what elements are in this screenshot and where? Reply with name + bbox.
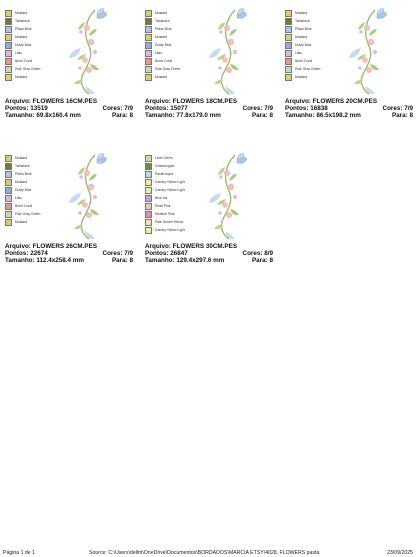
thread-name: Mustard (295, 11, 308, 16)
thread-swatch-row (145, 50, 207, 58)
color-swatch (5, 66, 12, 73)
colors-label: Cores: (242, 105, 263, 113)
thread-name: Pale Gray Green (15, 67, 41, 72)
thread-name: Tamarack (155, 19, 170, 24)
thread-color-list (5, 10, 67, 82)
color-swatch (285, 58, 292, 65)
thread-name: Tamarack (295, 19, 310, 24)
thread-name: Mustard (295, 35, 308, 40)
color-swatch (5, 203, 12, 210)
stops-label: Para: (251, 112, 268, 120)
color-swatch (5, 211, 12, 218)
file-name: FLOWERS 18CM.PES (172, 98, 238, 105)
thread-name: Canary Yellow Light (155, 188, 185, 193)
design-preview (63, 153, 111, 241)
design-info (5, 98, 133, 120)
thread-swatch-row (285, 42, 347, 50)
embroidery-design-preview (63, 8, 111, 96)
thread-swatch-row (145, 203, 207, 211)
size-label: Tamanho: (5, 257, 35, 265)
design-card (1, 0, 135, 130)
thread-swatch-row (5, 171, 67, 179)
thread-name: Mustard (15, 35, 28, 40)
thread-name: Burnt Coral (155, 59, 173, 64)
thread-name: Mustard (155, 11, 168, 16)
size-value: 86.5x198.2 mm (316, 112, 361, 120)
thread-color-list (5, 155, 67, 227)
design-card (1, 145, 135, 275)
thread-name: Mustard (15, 11, 28, 16)
thread-name: Mustard (15, 220, 28, 225)
thread-swatch-row (145, 195, 207, 203)
thread-swatch-row (145, 187, 207, 195)
thread-swatch-row (5, 58, 67, 66)
color-swatch (145, 227, 152, 234)
design-card (281, 0, 415, 130)
size-label: Tamanho: (145, 112, 175, 120)
thread-swatch-row (145, 10, 207, 18)
color-swatch (5, 42, 12, 49)
thread-name: Mustard (15, 156, 28, 161)
file-label: Arquivo: (145, 243, 171, 250)
color-swatch (145, 163, 152, 170)
thread-swatch-row (145, 171, 207, 179)
stops-value: 8 (269, 257, 273, 265)
thread-name: Lilac (295, 51, 302, 56)
thread-swatch-row (145, 58, 207, 66)
thread-swatch-row (5, 50, 67, 58)
color-swatch (145, 10, 152, 17)
thread-color-list (145, 155, 207, 235)
color-swatch (285, 34, 292, 41)
file-name: FLOWERS 20CM.PES (312, 98, 378, 105)
embroidery-design-preview (63, 153, 111, 241)
stops-label: Para: (111, 257, 128, 265)
thread-name: Pillow Blue (155, 27, 172, 32)
thread-name: Pillow Blue (15, 172, 32, 177)
thread-swatch-row (145, 179, 207, 187)
color-swatch (5, 171, 12, 178)
thread-name: Pale Gray Green (155, 67, 181, 72)
thread-swatch-row (285, 50, 347, 58)
thread-name: Pastel Aqua (155, 172, 174, 177)
color-swatch (5, 187, 12, 194)
thread-swatch-row (145, 219, 207, 227)
colors-value: 7/9 (404, 105, 413, 113)
thread-swatch-row (5, 163, 67, 171)
colors-label: Cores: (242, 250, 263, 258)
stitches-label: Pontos: (5, 250, 29, 258)
thread-swatch-row (5, 10, 67, 18)
file-name: FLOWERS 16CM.PES (32, 98, 98, 105)
colors-value: 7/9 (124, 250, 133, 258)
stitches-value: 22674 (30, 250, 48, 258)
thread-name: Medium Pink (155, 212, 175, 217)
color-swatch (285, 18, 292, 25)
color-swatch (285, 66, 292, 73)
thread-name: Burnt Coral (15, 204, 33, 209)
embroidery-design-preview (343, 8, 391, 96)
stops-value: 8 (129, 257, 133, 265)
design-info (145, 243, 273, 265)
stops-label: Para: (251, 257, 268, 265)
color-swatch (145, 155, 152, 162)
thread-name: Burnt Coral (15, 59, 33, 64)
color-swatch (5, 10, 12, 17)
thread-swatch-row (5, 66, 67, 74)
thread-swatch-row (5, 211, 67, 219)
color-swatch (145, 187, 152, 194)
color-swatch (5, 163, 12, 170)
file-label: Arquivo: (145, 98, 171, 105)
thread-name: Mustard (295, 75, 308, 80)
thread-name: Mustard (15, 75, 28, 80)
color-swatch (5, 34, 12, 41)
thread-color-list (145, 10, 207, 82)
thread-swatch-row (5, 195, 67, 203)
colors-label: Cores: (102, 250, 123, 258)
stitches-label: Pontos: (145, 105, 169, 113)
thread-swatch-row (285, 58, 347, 66)
thread-swatch-row (145, 211, 207, 219)
colors-label: Cores: (382, 105, 403, 113)
thread-swatch-row (5, 34, 67, 42)
thread-swatch-row (285, 18, 347, 26)
color-swatch (5, 74, 12, 81)
thread-name: Lime Green (155, 156, 173, 161)
color-swatch (145, 211, 152, 218)
color-swatch (5, 195, 12, 202)
color-swatch (145, 195, 152, 202)
stops-label: Para: (111, 112, 128, 120)
color-swatch (145, 42, 152, 49)
color-swatch (285, 50, 292, 57)
thread-name: Pearl Pink (155, 204, 171, 209)
thread-name: Dusty Blue (155, 43, 172, 48)
thread-name: Dusty Blue (15, 188, 32, 193)
thread-swatch-row (145, 163, 207, 171)
file-label: Arquivo: (285, 98, 311, 105)
thread-name: Mustard (155, 75, 168, 80)
thread-color-list (285, 10, 347, 82)
thread-name: Burnt Coral (295, 59, 313, 64)
thread-name: Tamarack (15, 19, 30, 24)
thread-swatch-row (145, 42, 207, 50)
thread-name: Pale Gray Green (295, 67, 321, 72)
stitches-label: Pontos: (145, 250, 169, 258)
size-label: Tamanho: (145, 257, 175, 265)
color-swatch (145, 34, 152, 41)
source-path: Source: C:\Users\dellm\OneDrive\Documentos\BORDADOS\MARCIA ETSY\4028. FLOWERS pasta (89, 550, 320, 556)
color-swatch (285, 26, 292, 33)
page-footer (0, 549, 416, 557)
thread-swatch-row (285, 66, 347, 74)
color-swatch (285, 10, 292, 17)
color-swatch (145, 74, 152, 81)
thread-name: Lilac (15, 51, 22, 56)
color-swatch (145, 219, 152, 226)
color-swatch (145, 171, 152, 178)
stops-value: 8 (269, 112, 273, 120)
embroidery-design-preview (203, 153, 251, 241)
size-label: Tamanho: (285, 112, 315, 120)
thread-swatch-row (5, 187, 67, 195)
design-preview (203, 153, 251, 241)
file-label: Arquivo: (5, 243, 31, 250)
stitches-value: 13519 (30, 105, 48, 113)
color-swatch (145, 203, 152, 210)
thread-swatch-row (145, 18, 207, 26)
thread-swatch-row (285, 74, 347, 82)
thread-name: Lilac (15, 196, 22, 201)
color-swatch (145, 58, 152, 65)
thread-swatch-row (145, 26, 207, 34)
file-label: Arquivo: (5, 98, 31, 105)
colors-value: 8/9 (264, 250, 273, 258)
design-card (141, 0, 275, 130)
thread-swatch-row (5, 26, 67, 34)
colors-value: 7/9 (264, 105, 273, 113)
color-swatch (5, 155, 12, 162)
color-swatch (285, 42, 292, 49)
color-swatch (285, 74, 292, 81)
colors-value: 7/9 (124, 105, 133, 113)
thread-name: Pale Desert Yellow (155, 220, 184, 225)
thread-swatch-row (145, 74, 207, 82)
color-swatch (145, 50, 152, 57)
thread-name: Blue Iris (155, 196, 168, 201)
thread-name: Mustard (155, 35, 168, 40)
thread-swatch-row (145, 227, 207, 235)
thread-swatch-row (5, 219, 67, 227)
color-swatch (5, 50, 12, 57)
color-swatch (5, 219, 12, 226)
design-preview (343, 8, 391, 96)
color-swatch (145, 66, 152, 73)
design-preview (63, 8, 111, 96)
file-name: FLOWERS 26CM.PES (32, 243, 98, 250)
embroidery-design-preview (203, 8, 251, 96)
size-value: 69.8x160.4 mm (36, 112, 81, 120)
thread-swatch-row (145, 34, 207, 42)
stops-label: Para: (391, 112, 408, 120)
thread-name: Grasshopper (155, 164, 175, 169)
thread-swatch-row (285, 26, 347, 34)
design-info (5, 243, 133, 265)
thread-swatch-row (145, 155, 207, 163)
color-swatch (5, 26, 12, 33)
size-value: 129.4x297.6 mm (176, 257, 225, 265)
color-swatch (5, 179, 12, 186)
color-swatch (5, 58, 12, 65)
design-card (141, 145, 275, 275)
color-swatch (5, 18, 12, 25)
thread-name: Pale Gray Green (15, 212, 41, 217)
thread-name: Lilac (155, 51, 162, 56)
stitches-value: 16838 (310, 105, 328, 113)
thread-name: Pillow Blue (15, 27, 32, 32)
thread-swatch-row (5, 42, 67, 50)
thread-name: Canary Yellow Light (155, 228, 185, 233)
size-value: 77.8x179.0 mm (176, 112, 221, 120)
color-swatch (145, 179, 152, 186)
thread-swatch-row (145, 66, 207, 74)
thread-name: Tamarack (15, 164, 30, 169)
colors-label: Cores: (102, 105, 123, 113)
stitches-value: 15077 (170, 105, 188, 113)
page-number: Página 1 de 1 (3, 550, 36, 556)
thread-name: Pillow Blue (295, 27, 312, 32)
stitches-label: Pontos: (5, 105, 29, 113)
thread-swatch-row (5, 18, 67, 26)
stitches-value: 26847 (170, 250, 188, 258)
thread-swatch-row (5, 155, 67, 163)
color-swatch (145, 26, 152, 33)
thread-swatch-row (5, 74, 67, 82)
design-preview (203, 8, 251, 96)
print-date: 23/09/2025 (387, 550, 413, 556)
thread-swatch-row (5, 203, 67, 211)
thread-name: Dusty Blue (295, 43, 312, 48)
thread-name: Mustard (15, 180, 28, 185)
size-value: 112.4x258.4 mm (36, 257, 84, 265)
thread-swatch-row (285, 34, 347, 42)
thread-name: Canary Yellow Light (155, 180, 185, 185)
design-info (145, 98, 273, 120)
file-name: FLOWERS 30CM.PES (172, 243, 238, 250)
stops-value: 8 (129, 112, 133, 120)
thread-swatch-row (5, 179, 67, 187)
size-label: Tamanho: (5, 112, 35, 120)
design-info (285, 98, 413, 120)
color-swatch (145, 18, 152, 25)
thread-swatch-row (285, 10, 347, 18)
stitches-label: Pontos: (285, 105, 309, 113)
stops-value: 8 (409, 112, 413, 120)
thread-name: Dusty Blue (15, 43, 32, 48)
